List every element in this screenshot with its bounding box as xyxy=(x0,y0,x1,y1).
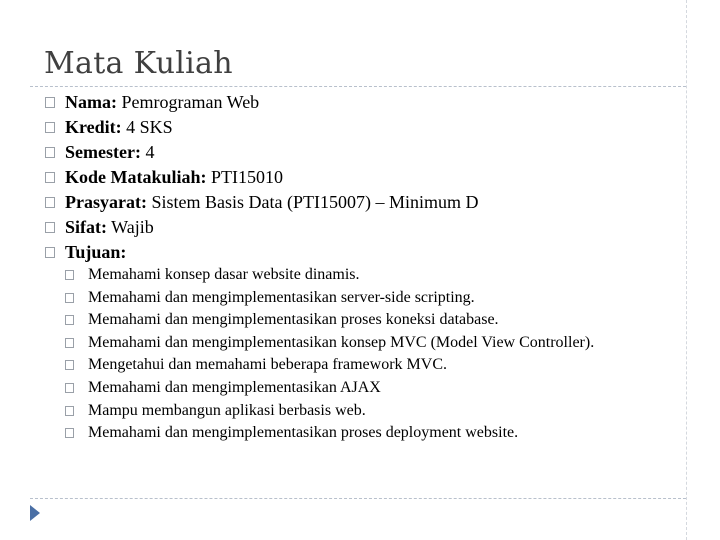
item-label: Prasyarat: xyxy=(65,192,147,212)
item-label: Kredit: xyxy=(65,117,122,137)
goal-item xyxy=(65,266,628,283)
goal-item xyxy=(65,402,628,419)
hollow-square-icon xyxy=(65,360,74,370)
item-value: 4 xyxy=(140,142,155,162)
goals-list xyxy=(65,266,684,441)
hollow-square-icon xyxy=(65,293,74,303)
hollow-square-icon xyxy=(65,428,74,438)
hollow-square-icon xyxy=(45,97,55,108)
item-label: Kode Matakuliah: xyxy=(65,167,207,187)
goal-text: Mengetahui dan memahami beberapa framework MVC. xyxy=(88,356,447,374)
goal-item xyxy=(65,311,628,328)
list-item-tujuan xyxy=(44,240,684,441)
goal-item xyxy=(65,289,628,306)
list-item-kredit xyxy=(44,115,684,140)
hollow-square-icon xyxy=(45,172,55,183)
item-value: PTI15010 xyxy=(206,167,284,187)
title-divider xyxy=(30,86,686,87)
goal-text: Memahami dan mengimplementasikan AJAX xyxy=(88,378,381,396)
goal-item xyxy=(65,424,628,441)
course-info-list xyxy=(44,90,684,447)
item-value: Sistem Basis Data (PTI15007) – Minimum D xyxy=(146,192,479,212)
slide-title: Mata Kuliah xyxy=(44,46,233,81)
hollow-square-icon xyxy=(45,222,55,233)
hollow-square-icon xyxy=(45,247,55,258)
list-item-kode-matakuliah xyxy=(44,165,684,190)
right-guide-line xyxy=(686,0,687,540)
goal-text: Memahami dan mengimplementasikan server-side scripting. xyxy=(88,288,475,306)
item-value: Pemrograman Web xyxy=(117,92,260,112)
goal-text: Memahami dan mengimplementasikan proses deployment website. xyxy=(88,424,519,442)
item-value: Wajib xyxy=(107,217,154,237)
hollow-square-icon xyxy=(65,383,74,393)
item-label: Sifat: xyxy=(65,217,107,237)
hollow-square-icon xyxy=(65,270,74,280)
triangle-right-icon[interactable] xyxy=(30,505,40,521)
item-label: Tujuan: xyxy=(65,242,127,262)
goal-item xyxy=(65,356,628,373)
hollow-square-icon xyxy=(45,122,55,133)
goal-text: Memahami dan mengimplementasikan konsep MVC (Model View Controller). xyxy=(88,333,595,351)
footer-divider xyxy=(30,498,686,499)
goal-text: Memahami konsep dasar website dinamis. xyxy=(88,266,360,283)
hollow-square-icon xyxy=(45,147,55,158)
list-item-sifat xyxy=(44,215,684,240)
goal-text: Mampu membangun aplikasi berbasis web. xyxy=(88,401,366,419)
list-item-prasyarat xyxy=(44,190,684,215)
hollow-square-icon xyxy=(45,197,55,208)
hollow-square-icon xyxy=(65,338,74,348)
hollow-square-icon xyxy=(65,315,74,325)
item-label: Nama: xyxy=(65,92,117,112)
item-label: Semester: xyxy=(65,142,141,162)
hollow-square-icon xyxy=(65,406,74,416)
list-item-nama xyxy=(44,90,684,115)
goal-text: Memahami dan mengimplementasikan proses koneksi database. xyxy=(88,311,499,329)
list-item-semester xyxy=(44,140,684,165)
goal-item xyxy=(65,379,628,396)
item-value: 4 SKS xyxy=(121,117,173,137)
goal-item xyxy=(65,334,628,351)
